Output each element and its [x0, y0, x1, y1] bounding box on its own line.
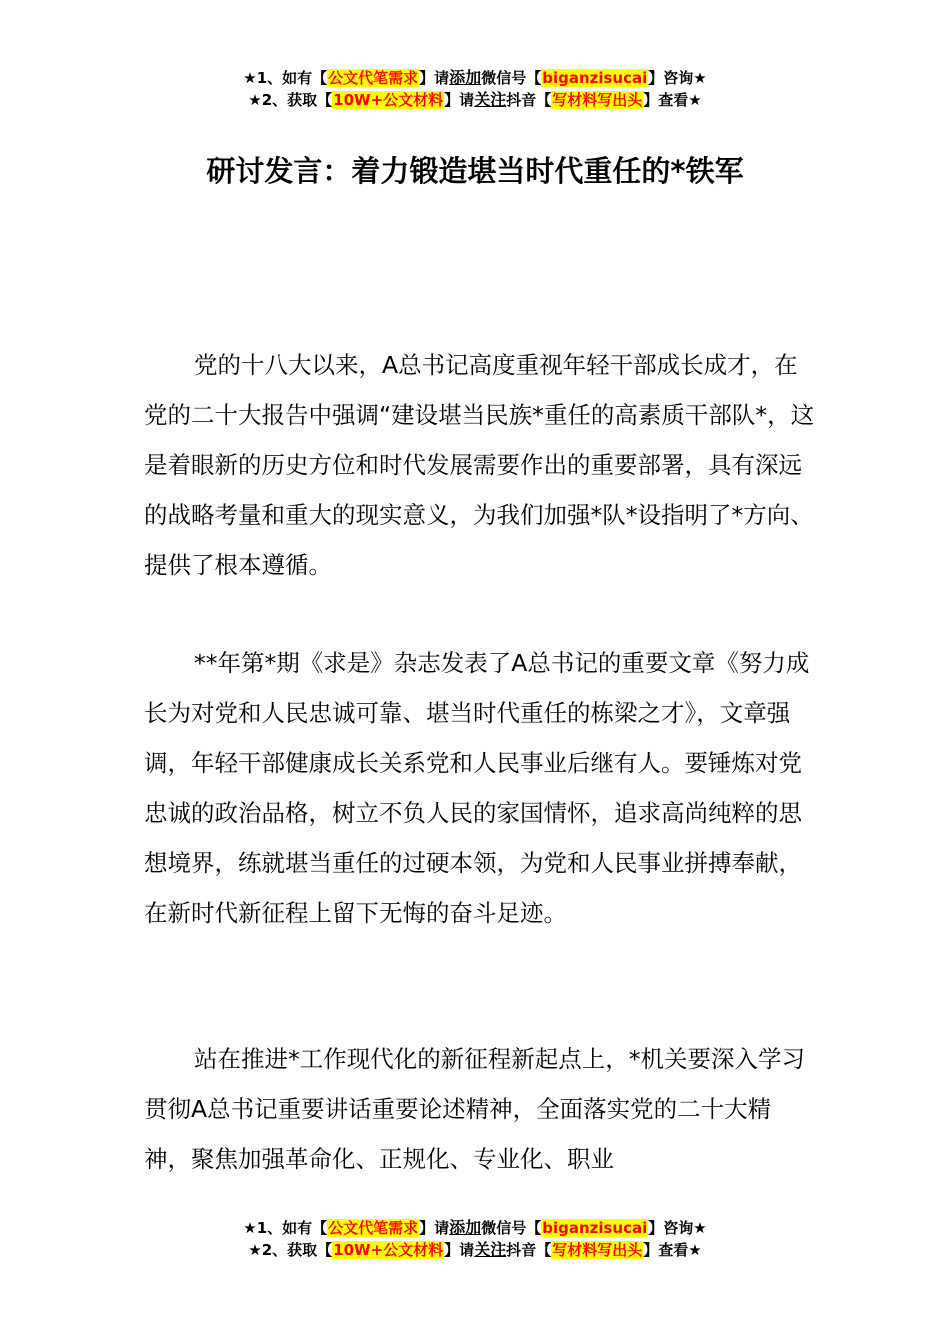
star-icon: ★ [248, 91, 262, 109]
banner-text: 】查看 [643, 1241, 689, 1259]
banner-text: 1、如有【 [256, 1219, 328, 1237]
banner-text: 】咨询 [648, 1219, 694, 1237]
document-title: 研讨发言：着力锻造堪当时代重任的*铁军 [206, 154, 744, 188]
bottom-banner [0, 1217, 950, 1261]
star-icon: ★ [693, 69, 707, 87]
banner-underlined: 添加 [449, 68, 482, 87]
banner-underlined: 关注 [474, 1240, 507, 1259]
highlight-ghostwriting: 公文代笔需求 [328, 69, 419, 87]
banner-line-1 [0, 67, 950, 89]
star-icon: ★ [693, 1219, 707, 1237]
banner-text: 】查看 [643, 91, 689, 109]
paragraph-2: **年第*期《求是》杂志发表了A总书记的重要文章《努力成长为对党和人民忠诚可靠、堪当时代重任的栋梁之才》，文章强调，年轻干部健康成长关系党和人民事业后继有人。要锤炼对党忠诚的政治品格，树立不负人民的家国情怀，追求高尚纯粹的思想境界，练就堪当重任的过硬本领，为党和人民事业拼搏奉献，在新时代新征程上留下无悔的奋斗足迹。 [144, 649, 810, 927]
banner-text: 】请 [444, 91, 475, 109]
banner-underlined: 添加 [449, 1218, 482, 1237]
highlight-douyin-id: 写材料写出头 [552, 91, 643, 109]
banner-text: 2、获取【 [261, 91, 333, 109]
banner-text: 微信号【 [481, 69, 542, 87]
highlight-douyin-id: 写材料写出头 [552, 1241, 643, 1259]
banner-text: 】请 [444, 1241, 475, 1259]
highlight-wechat-id: biganzisucai [542, 1219, 648, 1237]
paragraph-3: 站在推进*工作现代化的新征程新起点上，*机关要深入学习贯彻A总书记重要讲话重要论述精神，全面落实党的二十大精神，聚焦加强革命化、正规化、专业化、职业 [144, 1045, 805, 1173]
highlight-materials: 10W+公文材料 [333, 91, 444, 109]
star-icon: ★ [688, 91, 702, 109]
banner-underlined: 关注 [474, 90, 507, 109]
banner-text: 】请 [419, 1219, 450, 1237]
banner-text: 1、如有【 [256, 69, 328, 87]
highlight-ghostwriting: 公文代笔需求 [328, 1219, 419, 1237]
banner-text: 】咨询 [648, 69, 694, 87]
paragraph-1: 党的十八大以来，A总书记高度重视年轻干部成长成才，在党的二十大报告中强调“建设堪当民族*重任的高素质干部队*，这是着眼新的历史方位和时代发展需要作出的重要部署，具有深远的战略考量和重大的现实意义，为我们加强*队*设指明了*方向、提供了根本遵循。 [144, 351, 815, 579]
banner-text: 】请 [419, 69, 450, 87]
top-banner [0, 67, 950, 111]
star-icon: ★ [248, 1241, 262, 1259]
banner-text: 微信号【 [481, 1219, 542, 1237]
banner-text: 2、获取【 [261, 1241, 333, 1259]
banner-line-1 [0, 1217, 950, 1239]
banner-line-2 [0, 1239, 950, 1261]
banner-line-2 [0, 89, 950, 111]
star-icon: ★ [243, 1219, 257, 1237]
star-icon: ★ [243, 69, 257, 87]
highlight-wechat-id: biganzisucai [542, 69, 648, 87]
star-icon: ★ [688, 1241, 702, 1259]
banner-text: 抖音【 [506, 1241, 552, 1259]
highlight-materials: 10W+公文材料 [333, 1241, 444, 1259]
banner-text: 抖音【 [506, 91, 552, 109]
